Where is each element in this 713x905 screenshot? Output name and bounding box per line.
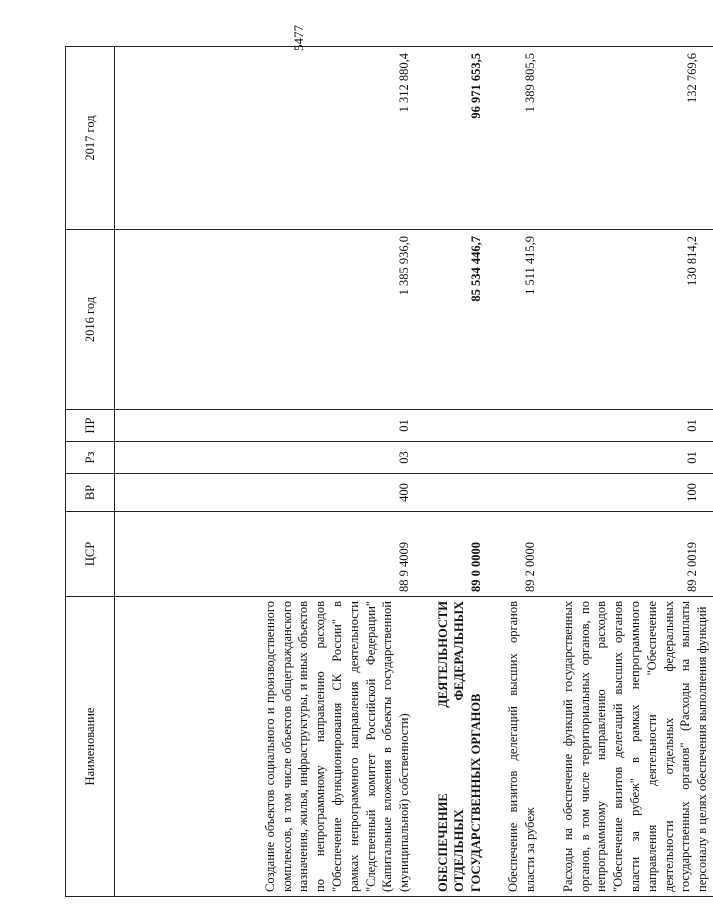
row-vr	[425, 474, 497, 512]
row-rz: 01	[551, 442, 713, 474]
row-csr: 89 2 0000	[497, 512, 551, 597]
row-rz	[497, 442, 551, 474]
table-row	[425, 47, 497, 897]
budget-table-container	[65, 47, 710, 897]
budget-table	[65, 46, 713, 897]
row-vr: 400	[115, 474, 426, 512]
row-pr	[497, 410, 551, 442]
row-amount-2017: 1 389 805,5	[497, 47, 551, 230]
row-amount-2017: 96 971 653,5	[425, 47, 497, 230]
row-vr: 100	[551, 474, 713, 512]
row-amount-2017: 1 312 880,4	[115, 47, 426, 230]
table-body	[115, 47, 713, 897]
page-number: 5477	[291, 25, 306, 51]
header-2016: 2016 год	[66, 230, 115, 410]
row-rz	[425, 442, 497, 474]
header-vr: ВР	[66, 474, 115, 512]
row-amount-2016: 85 534 446,7	[425, 230, 497, 410]
row-csr: 89 0 0000	[425, 512, 497, 597]
row-csr: 88 9 4009	[115, 512, 426, 597]
table-row	[115, 47, 426, 897]
row-csr: 89 2 0019	[551, 512, 713, 597]
table-header	[66, 47, 115, 897]
row-name: ОБЕСПЕЧЕНИЕ ДЕЯТЕЛЬНОСТИ ОТДЕЛЬНЫХ ФЕДЕРАЛЬНЫХ ГОСУДАРСТВЕННЫХ ОРГАНОВ	[425, 597, 497, 897]
row-pr: 01	[551, 410, 713, 442]
header-2017: 2017 год	[66, 47, 115, 230]
row-amount-2016: 130 814,2	[551, 230, 713, 410]
header-name: Наименование	[66, 597, 115, 897]
header-row	[66, 47, 115, 897]
table-row	[551, 47, 713, 897]
row-vr	[497, 474, 551, 512]
table-row	[497, 47, 551, 897]
row-name: Обеспечение визитов делегаций высших органов власти за рубеж	[497, 597, 551, 897]
row-name: Создание объектов социального и производственного комплексов, в том числе объектов общегражданского назначения, жилья, инфраструктуры, и иных объектов по непрограммному направлению расходов "Обеспечение функционирования СК России" в рамках непрограммного направления деятельности "Следственный комитет Российской Федерации" (Капитальные вложения в объекты государственной (муниципальной) собственности)	[115, 597, 426, 897]
row-pr: 01	[115, 410, 426, 442]
row-rz: 03	[115, 442, 426, 474]
row-amount-2016: 1 385 936,0	[115, 230, 426, 410]
header-rz: Рз	[66, 442, 115, 474]
row-amount-2017: 132 769,6	[551, 47, 713, 230]
row-name: Расходы на обеспечение функций государственных органов, в том числе территориальных органов, по непрограммному направлению расходов "Обеспечение визитов делегаций высших органов власти за рубеж" в рамках непрограммного направления деятельности "Обеспечение деятельности отдельных федеральных государственных органов" (Расходы на выплаты персоналу в целях обеспечения выполнения функций	[551, 597, 713, 897]
row-amount-2016: 1 511 415,9	[497, 230, 551, 410]
header-pr: ПР	[66, 410, 115, 442]
header-csr: ЦСР	[66, 512, 115, 597]
row-pr	[425, 410, 497, 442]
